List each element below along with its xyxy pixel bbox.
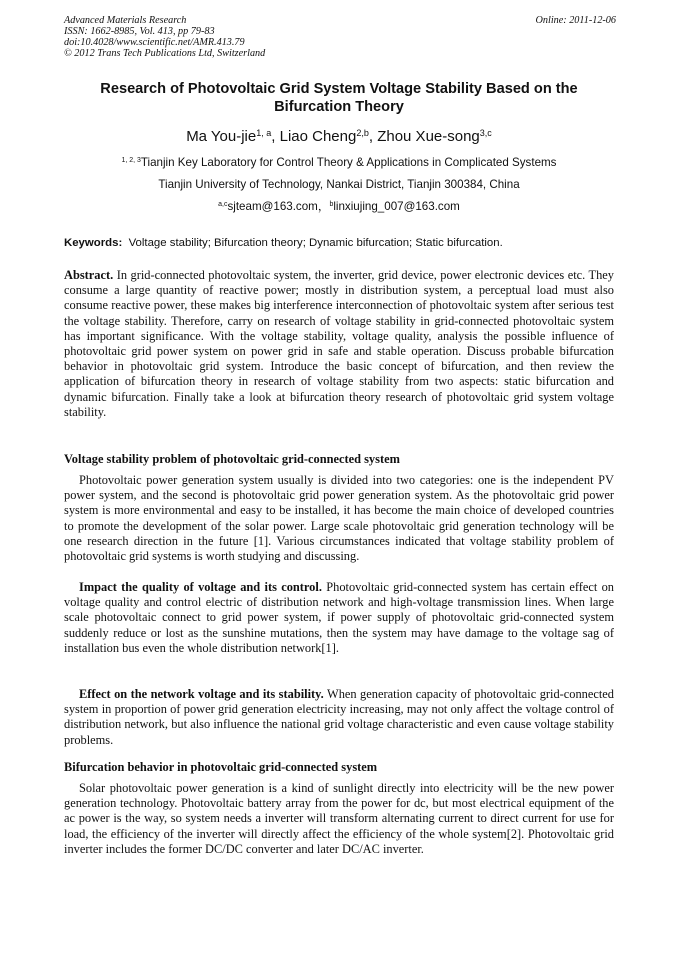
affiliation-line-2: Tianjin University of Technology, Nankai District, Tianjin 300384, China — [158, 178, 520, 191]
abstract-paragraph — [64, 268, 614, 420]
abstract-label: Abstract. — [64, 268, 114, 282]
email-superscript: b — [329, 201, 334, 209]
title-line-2: Bifurcation Theory — [274, 99, 404, 115]
keywords-line — [64, 236, 614, 250]
email-address: sjteam@163.com — [227, 200, 318, 213]
paragraph-text: When generation capacity of photovoltaic grid-connected system in proportion of power grid generation electricity increasing, may not only affect the voltage control of distribution network, but also influence the national grid voltage characteristic and even cause voltage stability problems. — [64, 687, 614, 747]
paragraph-text: Photovoltaic grid-connected system has certain effect on voltage quality and control electric of distribution network and high-voltage transmission lines. When large scale photovoltaic connect to grid power system, if power supply of photovoltaic grid-connected system suddenly reduce or lost as the sunshine mutations, then the system may have damage to the voltage sag of installation bus even the whole distribution network[1]. — [64, 580, 614, 655]
paragraph-lead: Impact the quality of voltage and its control. — [79, 580, 322, 594]
email-line — [64, 200, 614, 214]
copyright-line: © 2012 Trans Tech Publications Ltd, Switzerland — [64, 48, 266, 59]
email-separator: ， — [317, 200, 330, 213]
section-heading: Bifurcation behavior in photovoltaic grid-connected system — [64, 760, 378, 774]
author-name: Zhou Xue-song — [377, 128, 480, 145]
body-paragraph: Solar photovoltaic power generation is a kind of sunlight directly into electricity will be the new power generation technology. Photovoltaic battery array from the power for dc, but most electrical equipment of the ac power is the way, so system needs a inverter will transform alternating current to direct current for use for load, the efficiency of the inverter will directly affect the efficiency of the whole system[2]. Photovoltaic grid inverter includes the former DC/DC converter and later DC/AC inverter. — [64, 781, 614, 856]
paragraph-lead: Effect on the network voltage and its stability. — [79, 687, 324, 701]
author-superscript: 2,b — [356, 128, 369, 139]
online-date: Online: 2011-12-06 — [535, 15, 616, 26]
paper-title — [64, 80, 614, 116]
title-line-1: Research of Photovoltaic Grid System Voltage Stability Based on the — [100, 81, 578, 97]
affiliation-superscript: 1, 2, 3 — [121, 157, 141, 165]
affiliation-lab: Tianjin Key Laboratory for Control Theory & Applications in Complicated Systems — [140, 156, 557, 169]
body-paragraph — [64, 580, 614, 656]
journal-header — [64, 15, 265, 59]
body-paragraph — [64, 687, 614, 748]
author-superscript: 3,c — [479, 128, 492, 139]
affiliation-line-1 — [64, 156, 614, 170]
author-separator: , — [368, 128, 378, 145]
journal-name: Advanced Materials Research — [64, 15, 187, 26]
keywords-text: Voltage stability; Bifurcation theory; Dynamic bifurcation; Static bifurcation. — [128, 237, 503, 249]
doi-line: doi:10.4028/www.scientific.net/AMR.413.79 — [64, 37, 245, 48]
author-name: Liao Cheng — [279, 128, 357, 145]
author-separator: , — [271, 128, 280, 145]
body-paragraph: Photovoltaic power generation system usually is divided into two categories: one is the independent PV power system, and the second is photovoltaic grid power generation system. As the photovoltaic grid power system is more environmental and easy to be installed, it has become the main choice of developed countries to promote the development of the solar power. Large scale photovoltaic grid generation technology will be one research direction in the future [1]. Various circumstances indicated that voltage stability problem of photovoltaic grid systems is worth studying and discussing. — [64, 473, 614, 564]
section-heading: Voltage stability problem of photovoltaic grid-connected system — [64, 452, 400, 466]
author-name: Ma You-jie — [186, 128, 257, 145]
author-superscript: 1, a — [256, 128, 272, 139]
email-address: linxiujing_007@163.com — [333, 200, 460, 213]
email-superscript: a,c — [218, 201, 228, 209]
issn-line: ISSN: 1662-8985, Vol. 413, pp 79-83 — [64, 26, 215, 37]
author-list — [64, 128, 614, 146]
keywords-label: Keywords: — [64, 237, 123, 249]
abstract-text: In grid-connected photovoltaic system, the inverter, grid device, power electronic devices etc. They consume a large quantity of reactive power; mostly in distribution system, a perceptual load must also consume reactive power, these makes big interference interconnection of photovoltaic system after serious test the voltage stability. Therefore, carry on research of voltage stability in grid-connected photovoltaic system has important significance. With the voltage stability, voltage quality, analysis the possible influence of photovoltaic grid power system on power grid in safe and stable operation. Discuss probable bifurcation behavior in photovoltaic grid system. Introduce the basic concept of bifurcation, and then review the application of bifurcation theory in research of voltage stability from two aspects: static bifurcation and dynamic bifurcation. Finally take a look at bifurcation theory research of photovoltaic grid system voltage stability. — [64, 268, 614, 419]
